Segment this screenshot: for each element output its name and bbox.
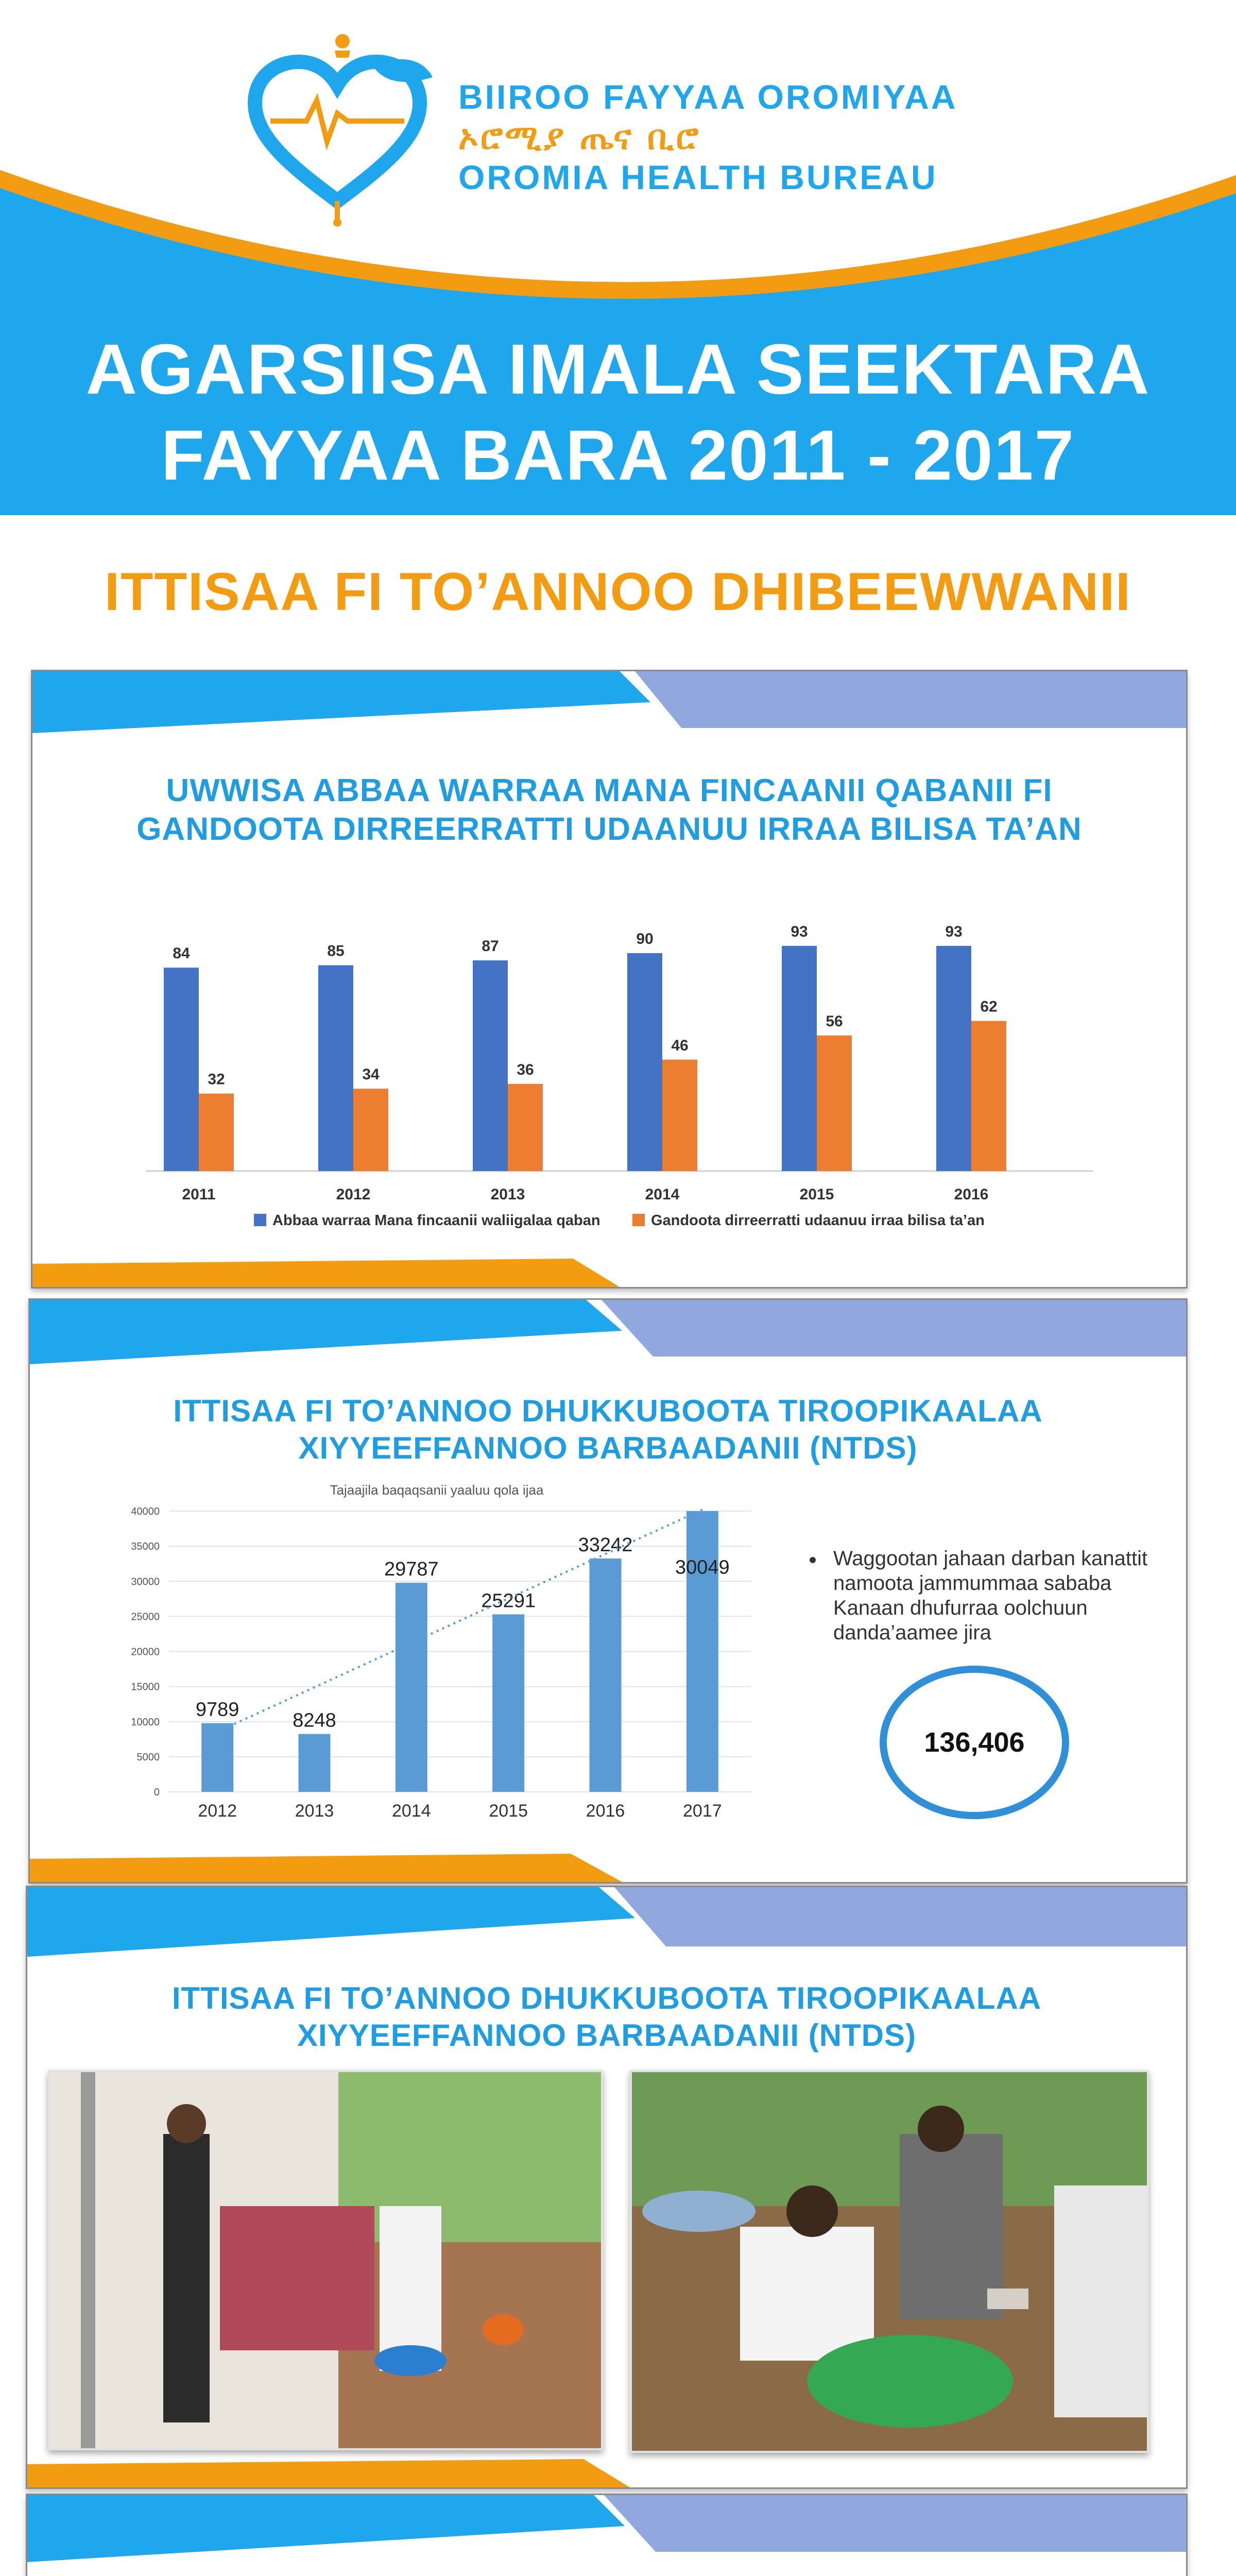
- bar-households-2014: [627, 953, 662, 1171]
- sanitation-bar-chart: [32, 671, 1186, 1287]
- y-tick-label: 5000: [136, 1751, 160, 1763]
- data-label: 56: [826, 1012, 843, 1030]
- data-label: 9789: [195, 1699, 239, 1721]
- banner-title-line-2: FAYYAA BARA 2011 - 2017: [161, 416, 1075, 495]
- panel-decoration: [27, 2495, 1186, 2576]
- banner-title-line-1: AGARSIISA IMALA SEEKTARA: [85, 330, 1151, 409]
- x-tick-label: 2012: [336, 1186, 371, 1203]
- bar-kebeles-2013: [508, 1084, 543, 1171]
- data-label: 32: [208, 1071, 225, 1088]
- chart-title: Tajaajila baqaqsanii yaaluu qola ijaa: [330, 1482, 544, 1498]
- logo-line-1: BIIROO FAYYAA OROMIYAA: [458, 78, 958, 116]
- bar-2014: [396, 1583, 427, 1792]
- total-counter-value: 136,406: [924, 1727, 1025, 1758]
- data-label: 36: [517, 1061, 534, 1078]
- bar-households-2012: [318, 965, 353, 1172]
- logo-line-3: OROMIA HEALTH BUREAU: [458, 158, 938, 196]
- panel-eye-surgery: [26, 2494, 1188, 2576]
- data-label: 46: [671, 1037, 689, 1054]
- data-label: 85: [327, 942, 345, 960]
- x-tick-label: 2015: [799, 1186, 834, 1203]
- bar-2017: [686, 1511, 718, 1792]
- bar-households-2013: [473, 960, 508, 1171]
- panel-sanitation: [31, 670, 1188, 1289]
- y-tick-label: 30000: [131, 1576, 160, 1588]
- data-label: 90: [636, 930, 654, 947]
- y-tick-label: 20000: [131, 1646, 160, 1658]
- bar-households-2015: [782, 946, 817, 1171]
- bar-2012: [201, 1723, 233, 1792]
- data-label: 62: [980, 998, 998, 1015]
- bar-kebeles-2015: [817, 1036, 852, 1171]
- x-tick-label: 2013: [490, 1186, 525, 1203]
- ntd-foot-washing-basin-photo: [630, 2070, 1149, 2453]
- data-label: 84: [173, 945, 190, 962]
- bar-kebeles-2016: [971, 1021, 1006, 1171]
- data-label: 25291: [481, 1590, 536, 1612]
- legend-swatch: [632, 1214, 645, 1226]
- heart-hands-pulse-logo-icon: [234, 31, 440, 227]
- y-tick-label: 35000: [131, 1541, 160, 1553]
- bar-kebeles-2011: [199, 1094, 234, 1171]
- total-counter-ring: [880, 1666, 1069, 1819]
- bar-kebeles-2014: [662, 1060, 697, 1171]
- x-tick-label: 2014: [392, 1801, 431, 1821]
- x-tick-label: 2015: [489, 1801, 528, 1821]
- data-label: 29787: [384, 1558, 439, 1581]
- legend-swatch: [254, 1214, 266, 1226]
- bar-2016: [590, 1558, 622, 1792]
- ntd-outdoor-foot-washing-photo: [48, 2070, 603, 2450]
- panel3-title-line-1: ITTISAA FI TO’ANNOO DHUKKUBOOTA TIROOPIKAALAA: [171, 1981, 1042, 2015]
- y-tick-label: 0: [153, 1787, 160, 1798]
- panel1-title-line-1: UWWISA ABBAA WARRAA MANA FINCAANII QABANII FI: [166, 773, 1053, 808]
- bar-2013: [299, 1734, 331, 1792]
- panel2-bullet-text: Waggootan jahaan darban kanattit namoota jammummaa sababa Kanaan dhufurraa oolchuun danda’aamee jira: [833, 1547, 1148, 1644]
- bar-kebeles-2012: [353, 1089, 388, 1171]
- data-label: 8248: [293, 1709, 336, 1732]
- x-tick-label: 2016: [586, 1801, 625, 1821]
- x-tick-label: 2017: [683, 1801, 722, 1821]
- x-tick-label: 2011: [182, 1186, 216, 1203]
- legend-label: Abbaa warraa Mana fincaanii waliigalaa qaban: [272, 1212, 600, 1229]
- panel-ntd-eye: [28, 1298, 1188, 1884]
- x-tick-label: 2014: [645, 1186, 680, 1203]
- data-label: 34: [362, 1066, 380, 1083]
- data-label: 30049: [675, 1556, 730, 1579]
- data-label: 87: [482, 938, 499, 955]
- panel1-title-line-2: GANDOOTA DIRREERRATTI UDAANUU IRRAA BILISA TA’AN: [136, 811, 1082, 847]
- data-label: 33242: [578, 1534, 633, 1556]
- bar-2015: [492, 1614, 524, 1792]
- y-tick-label: 10000: [131, 1716, 160, 1728]
- y-tick-label: 25000: [131, 1611, 160, 1623]
- panel-ntd-photos: [26, 1886, 1188, 2489]
- x-tick-label: 2016: [954, 1186, 989, 1203]
- bar-households-2011: [164, 968, 199, 1171]
- x-tick-label: 2013: [295, 1801, 334, 1821]
- panel2-title-line-2: XIYYEEFFANNOO BARBAADANII (NTDS): [298, 1431, 918, 1465]
- x-tick-label: 2012: [198, 1801, 237, 1821]
- data-label: 93: [791, 923, 808, 940]
- bullet-icon: [805, 1552, 820, 1568]
- data-label: 93: [945, 923, 963, 940]
- logo-line-2: ኦሮሚያ ጤና ቢሮ: [458, 117, 701, 157]
- header: [0, 0, 1236, 515]
- legend-label: Gandoota dirreerratti udaanuu irraa bilisa ta’an: [651, 1212, 985, 1229]
- panel3-title-line-2: XIYYEEFFANNOO BARBAADANII (NTDS): [297, 2018, 917, 2053]
- y-tick-label: 40000: [131, 1506, 160, 1517]
- section-title: ITTISAA FI TO’ANNOO DHIBEEWWANII: [105, 562, 1131, 622]
- bar-households-2016: [936, 946, 971, 1171]
- y-tick-label: 15000: [131, 1681, 160, 1693]
- panel2-title-line-1: ITTISAA FI TO’ANNOO DHUKKUBOOTA TIROOPIKAALAA: [173, 1394, 1043, 1428]
